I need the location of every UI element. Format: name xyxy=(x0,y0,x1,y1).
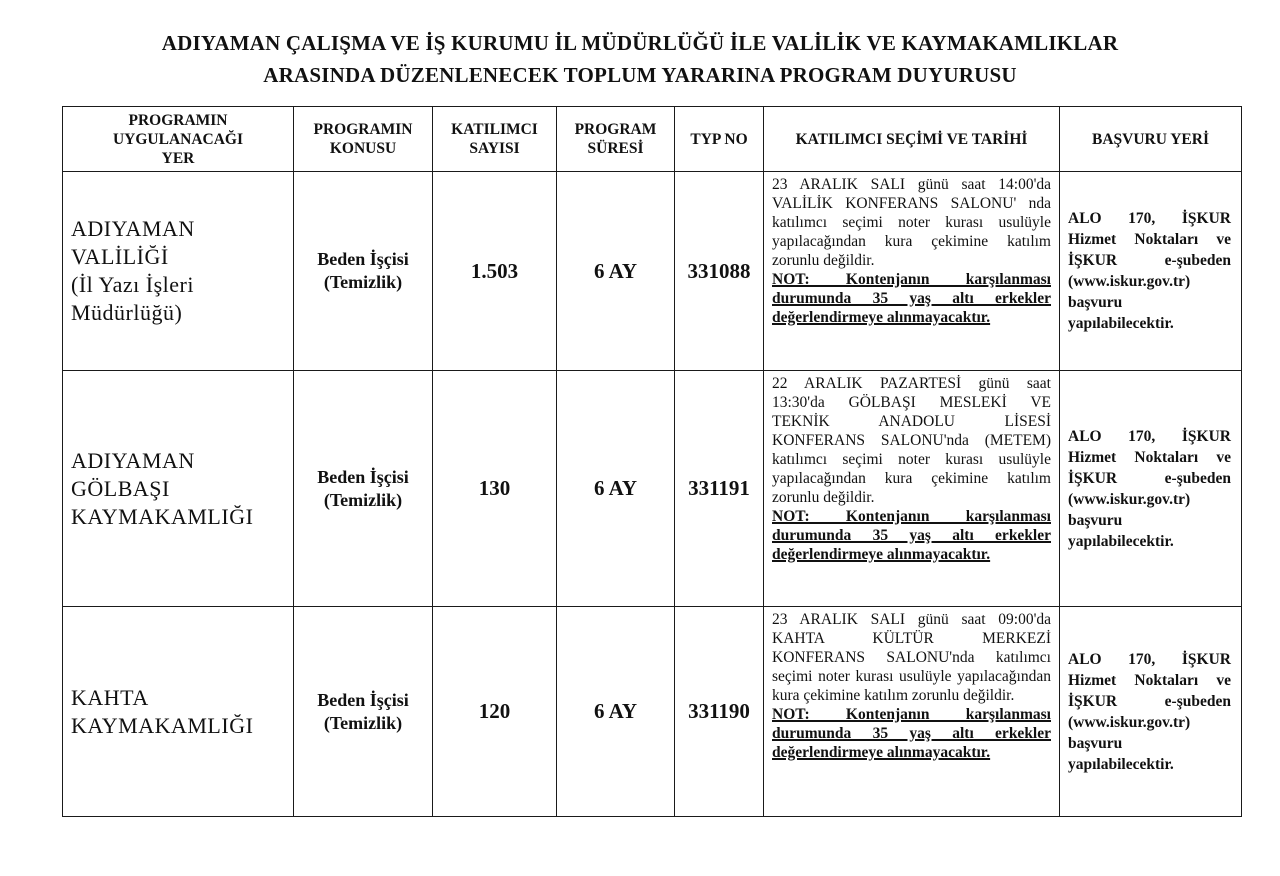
topic-line: Beden İşçisi xyxy=(317,689,409,710)
selection-text: 23 ARALIK SALI günü saat 09:00'da KAHTA KÜLTÜR MERKEZİ KONFERANS SALONU'nda katılımcı seçimi noter kurası usulüyle yapılacağından kura çekimine katılım zorunlu değildir. xyxy=(772,611,1051,704)
selection-text: 22 ARALIK PAZARTESİ günü saat 13:30'da GÖLBAŞI MESLEKİ VE TEKNİK ANADOLU LİSESİ KONFERANS SALONU'nda (METEM) katılımcı seçimi noter kurası usulüyle yapılacağından kura çekimine katılım zorunlu değildir. xyxy=(772,375,1051,506)
header-selection xyxy=(764,107,1060,172)
place-cell xyxy=(63,172,294,371)
place-line: GÖLBAŞI xyxy=(71,475,170,501)
document-title-line-2: ARASINDA DÜZENLENECEK TOPLUM YARARINA PROGRAM DUYURUSU xyxy=(263,63,1017,87)
header-duration-line: SÜRESİ xyxy=(587,140,644,157)
topic-line: Beden İşçisi xyxy=(317,249,409,269)
place-cell xyxy=(63,607,294,817)
table-header-row xyxy=(63,107,1242,172)
header-place-line: UYGULANACAĞI xyxy=(112,130,244,148)
typ-no-cell: 331190 xyxy=(675,607,764,817)
header-apply-line: BAŞVURU YERİ xyxy=(1092,130,1209,148)
apply-cell: ALO 170, İŞKUR Hizmet Noktaları ve İŞKUR e-şubeden (www.iskur.gov.tr) başvuru yapılabilecektir. xyxy=(1060,371,1242,607)
place-line: KAYMAKAMLIĞI xyxy=(71,712,254,738)
selection-note: NOT: Kontenjanın karşılanması durumunda 35 yaş altı erkekler değerlendirmeye alınmayacaktır. xyxy=(772,508,1051,563)
place-line: VALİLİĞİ xyxy=(71,244,169,269)
duration-cell: 6 AY xyxy=(557,607,675,817)
header-topic-line: KONUSU xyxy=(329,140,397,157)
topic-line: (Temizlik) xyxy=(323,489,403,510)
topic-line: Beden İşçisi xyxy=(317,466,409,487)
table-row xyxy=(63,172,1242,371)
header-place xyxy=(63,107,294,172)
program-table xyxy=(62,106,1242,817)
header-apply xyxy=(1060,107,1242,172)
table-row xyxy=(63,607,1242,817)
duration-cell: 6 AY xyxy=(557,172,675,371)
place-line: ADIYAMAN xyxy=(71,216,195,241)
typ-no-cell: 331088 xyxy=(675,172,764,371)
topic-cell xyxy=(294,607,433,817)
place-line: ADIYAMAN xyxy=(71,447,195,473)
document-title-line-1: ADIYAMAN ÇALIŞMA VE İŞ KURUMU İL MÜDÜRLÜĞÜ İLE VALİLİK VE KAYMAKAMLIKLAR xyxy=(161,31,1119,55)
header-selection-line: KATILIMCI SEÇİMİ VE TARİHİ xyxy=(795,130,1028,148)
apply-cell: ALO 170, İŞKUR Hizmet Noktaları ve İŞKUR e-şubeden (www.iskur.gov.tr) başvuru yapılabilecektir. xyxy=(1060,172,1242,371)
participants-cell: 130 xyxy=(433,371,557,607)
duration-cell: 6 AY xyxy=(557,371,675,607)
header-place-line: YER xyxy=(161,149,195,167)
topic-line: (Temizlik) xyxy=(323,712,403,733)
topic-cell xyxy=(294,371,433,607)
header-duration-line: PROGRAM xyxy=(574,121,657,138)
header-participants xyxy=(433,107,557,172)
selection-cell xyxy=(764,371,1060,607)
apply-cell: ALO 170, İŞKUR Hizmet Noktaları ve İŞKUR e-şubeden (www.iskur.gov.tr) başvuru yapılabilecektir. xyxy=(1060,607,1242,817)
header-typ-no-line: TYP NO xyxy=(690,130,748,148)
place-line: KAYMAKAMLIĞI xyxy=(71,503,254,529)
header-place-line: PROGRAMIN xyxy=(128,111,228,129)
place-cell xyxy=(63,371,294,607)
header-duration xyxy=(557,107,675,172)
typ-no-cell: 331191 xyxy=(675,371,764,607)
selection-cell xyxy=(764,607,1060,817)
selection-text: 23 ARALIK SALI günü saat 14:00'da VALİLİK KONFERANS SALONU' nda katılımcı seçimi noter kurası usulüyle yapılacağından kura çekimine katılım zorunlu değildir. xyxy=(772,176,1051,269)
header-topic-line: PROGRAMIN xyxy=(313,121,413,138)
selection-note: NOT: Kontenjanın karşılanması durumunda 35 yaş altı erkekler değerlendirmeye alınmayacaktır. xyxy=(772,271,1051,326)
header-typ-no xyxy=(675,107,764,172)
topic-line: (Temizlik) xyxy=(323,272,403,292)
place-line: Müdürlüğü) xyxy=(71,300,183,325)
participants-cell: 1.503 xyxy=(433,172,557,371)
header-participants-line: SAYISI xyxy=(469,140,520,157)
place-line: (İl Yazı İşleri xyxy=(71,272,194,297)
table-row xyxy=(63,371,1242,607)
selection-cell xyxy=(764,172,1060,371)
header-participants-line: KATILIMCI xyxy=(451,121,538,138)
place-line: KAHTA xyxy=(71,684,149,710)
header-topic xyxy=(294,107,433,172)
participants-cell: 120 xyxy=(433,607,557,817)
selection-note: NOT: Kontenjanın karşılanması durumunda 35 yaş altı erkekler değerlendirmeye alınmayacaktır. xyxy=(772,706,1051,761)
topic-cell xyxy=(294,172,433,371)
